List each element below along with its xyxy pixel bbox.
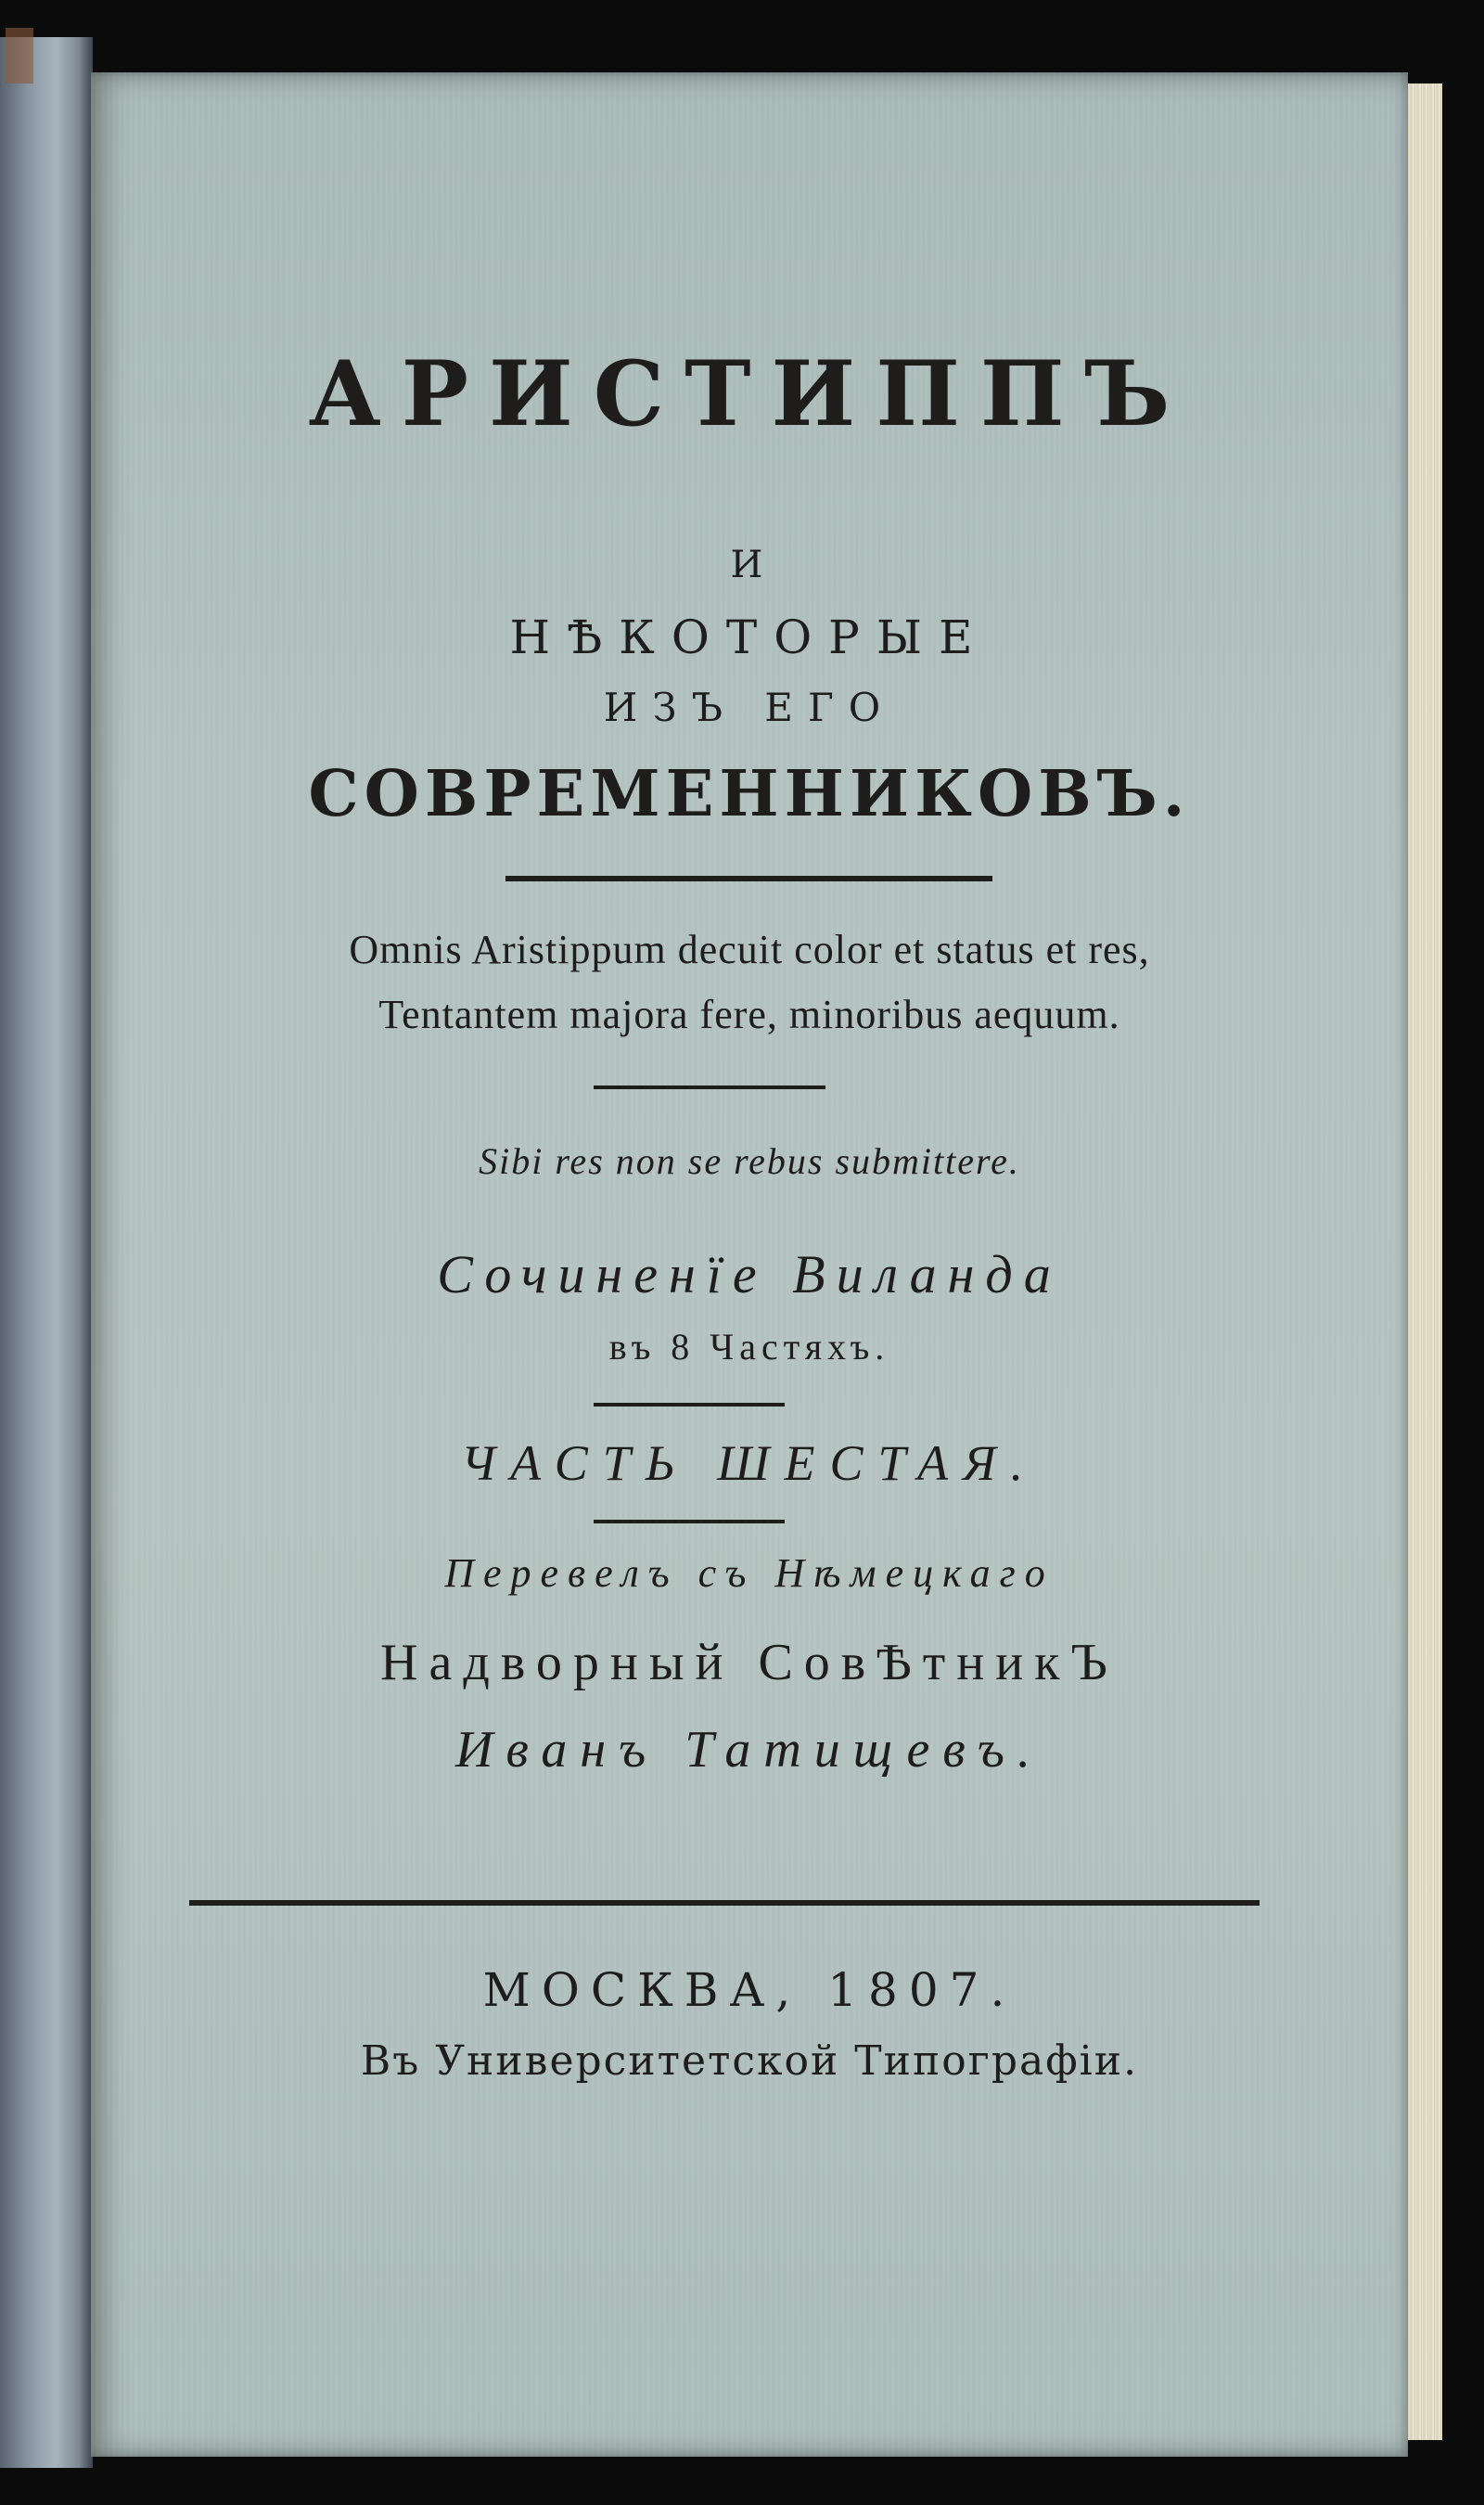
title-line-contemporaries: СОВРЕМЕННИКОВЪ. (308, 757, 1191, 831)
title-line-some: НѢКОТОРЫЕ (509, 610, 990, 664)
title-line-from: ИЗЪ ЕГО (603, 685, 896, 730)
translated-by: Перевелъ съ Нѣмецкаго (444, 1550, 1055, 1596)
book-title: АРИСТИППЪ (308, 341, 1191, 446)
binding-stain (6, 28, 33, 84)
parts-count: въ 8 Частяхъ. (608, 1326, 890, 1368)
translator-rank: Надворный СовѢтникЪ (380, 1634, 1119, 1691)
title-divider (505, 876, 992, 881)
imprint-divider (189, 1900, 1260, 1906)
imprint-press: Въ Университетской Типографiи. (360, 2037, 1139, 2085)
translator-name: Иванъ Татищевъ. (455, 1721, 1043, 1779)
motto: Sibi res non se rebus submittere. (479, 1140, 1020, 1182)
part-divider (594, 1520, 785, 1523)
epigraph-line-2: Tentantem majora fere, minoribus aequum. (378, 992, 1120, 1037)
title-page (91, 72, 1408, 2457)
epigraph-line-1: Omnis Aristippum decuit color et status et res, (349, 927, 1150, 972)
parts-divider (594, 1403, 785, 1407)
book-binding (0, 37, 93, 2468)
title-conjunction: И (730, 544, 769, 586)
epigraph-divider (594, 1086, 825, 1089)
part-number: ЧАСТЬ ШЕСТАЯ. (460, 1435, 1039, 1491)
imprint-city-year: МОСКВА, 1807. (482, 1963, 1017, 2017)
work-attribution: Сочиненїе Виланда (437, 1244, 1062, 1304)
